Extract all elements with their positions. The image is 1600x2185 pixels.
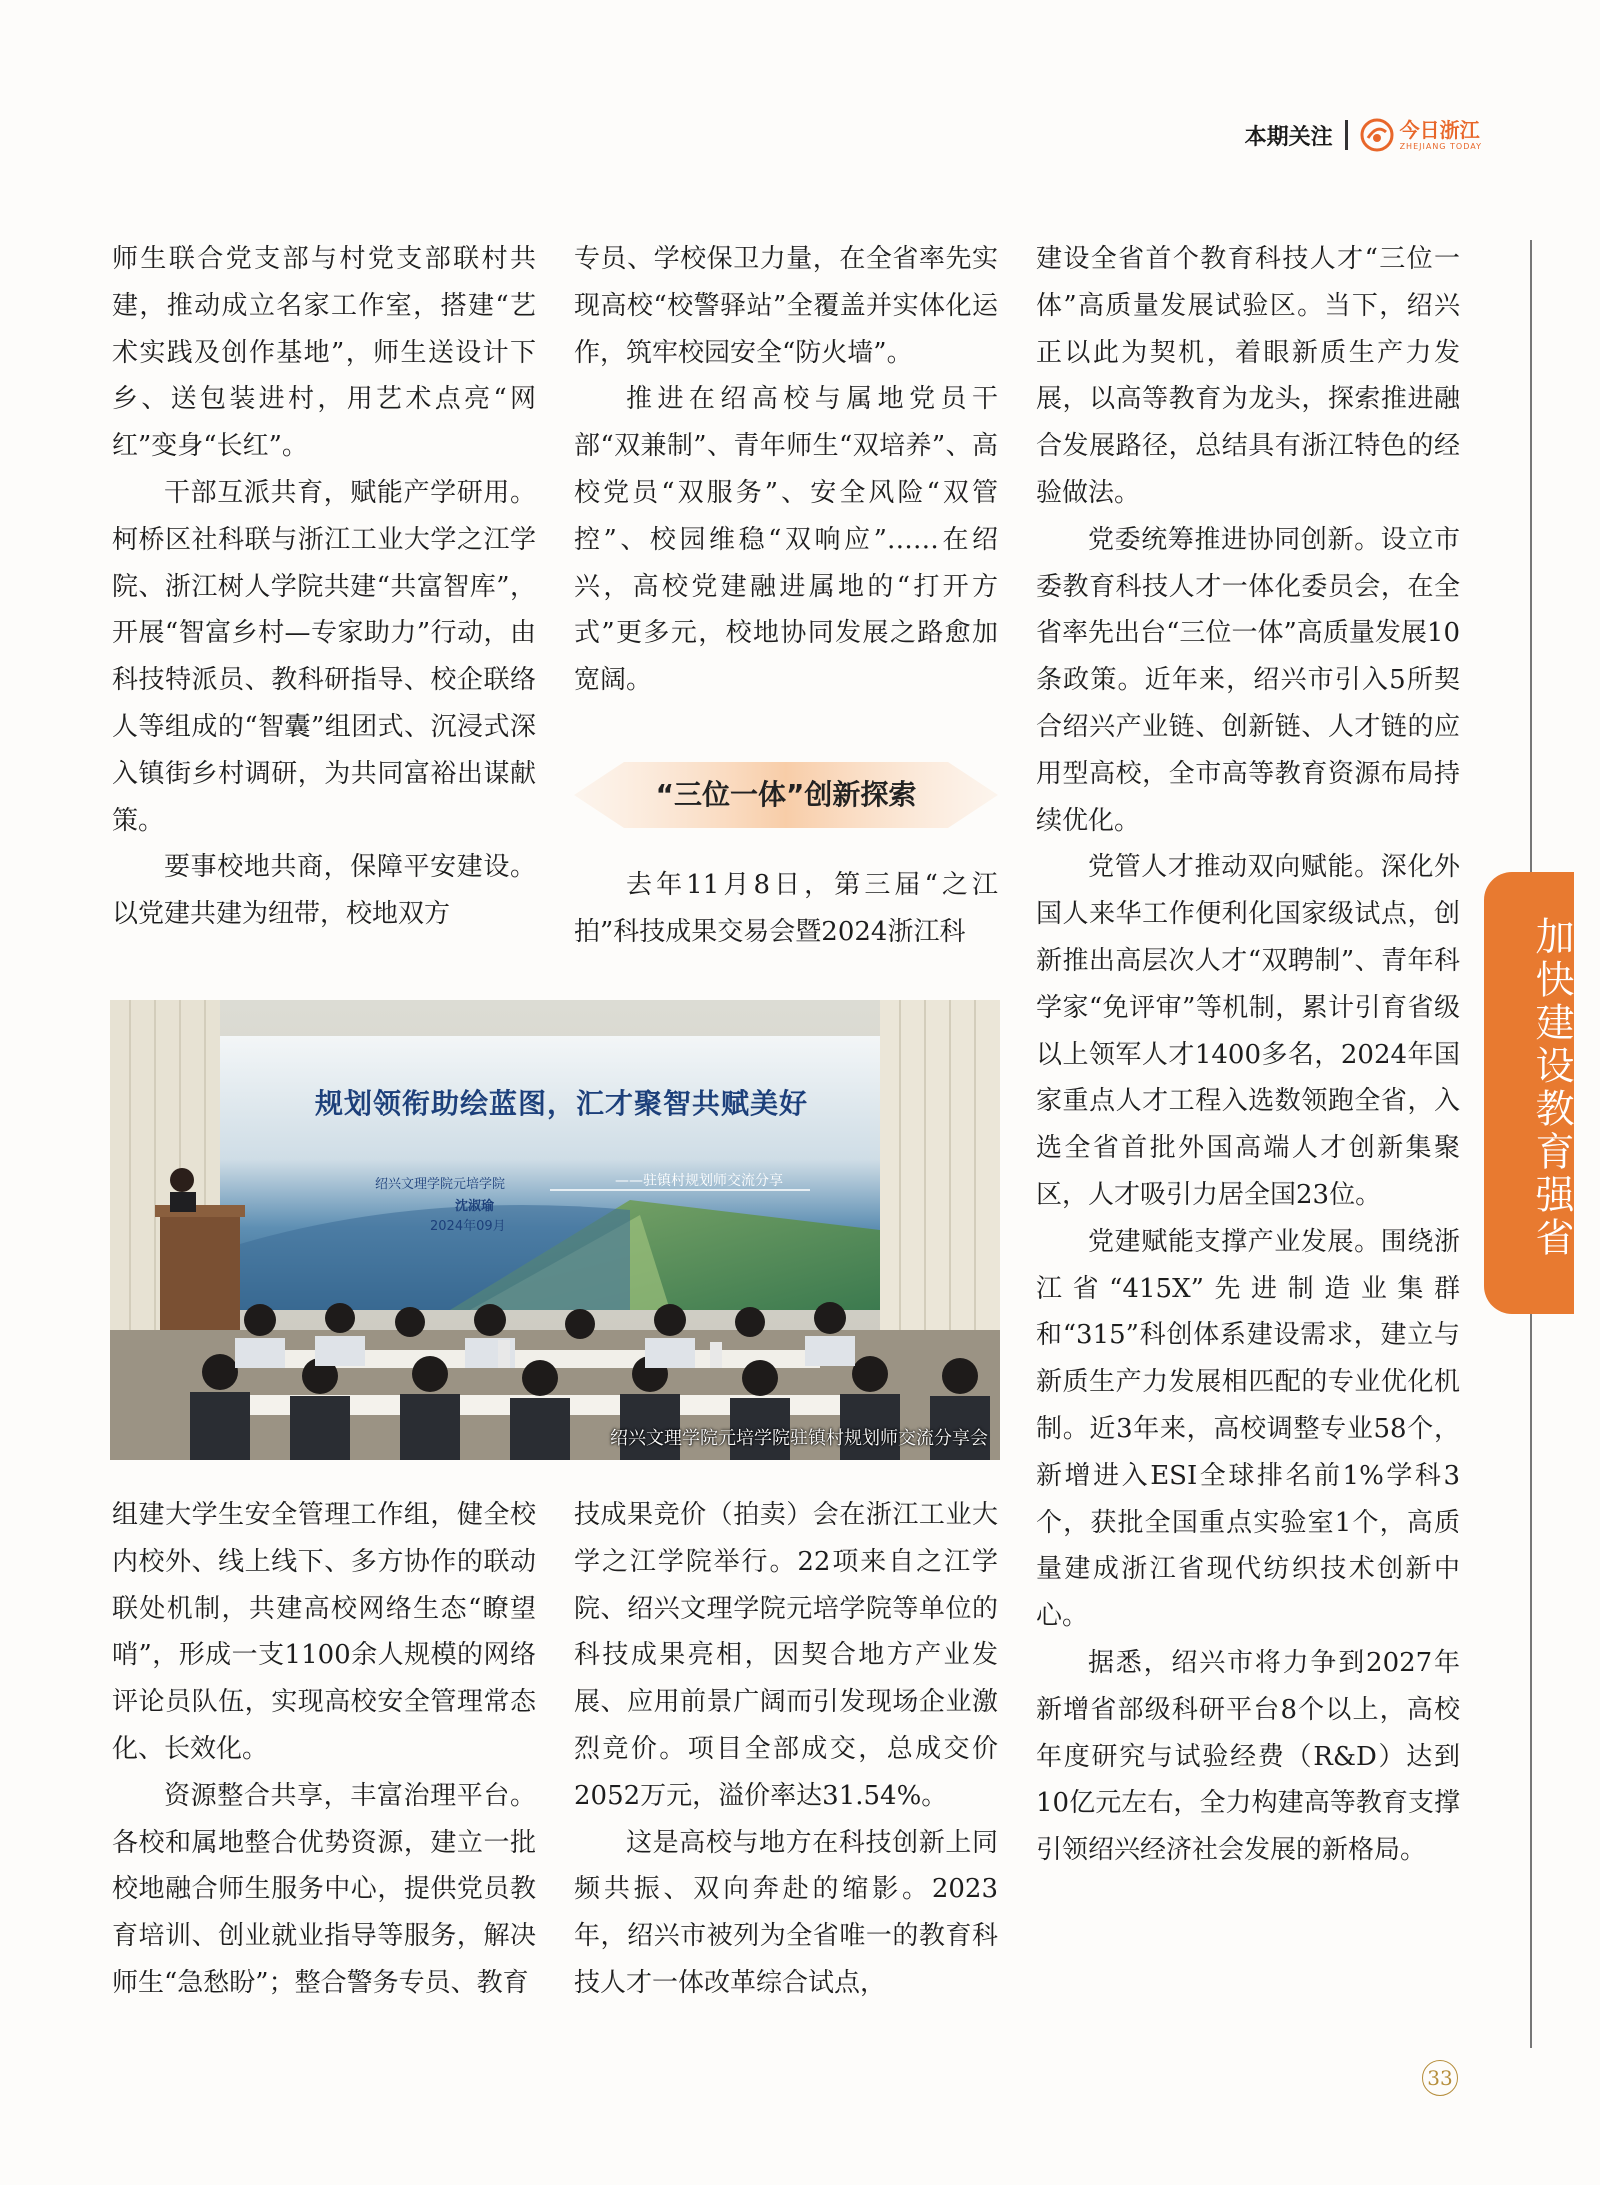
side-tab-text: 加快建设教育强省 xyxy=(1529,916,1574,1260)
photo-illustration xyxy=(110,1000,1000,1460)
slide-date: 2024年09月 xyxy=(430,1219,506,1234)
page-number: 33 xyxy=(1422,2060,1458,2096)
column-side-tab xyxy=(1484,872,1574,1314)
column-3 xyxy=(1036,236,1460,1874)
logo-mark-icon xyxy=(1360,118,1394,152)
page-header xyxy=(1245,118,1482,152)
paragraph: 据悉，绍兴市将力争到2027年新增省部级科研平台8个以上，高校年度研究与试验经费（R&D）达到10亿元左右，全力构建高等教育支撑引领绍兴经济社会发展的新格局。 xyxy=(1036,1647,1460,1866)
paragraph: 干部互派共育，赋能产学研用。柯桥区社科联与浙江工业大学之江学院、浙江树人学院共建“共富智库”，开展“智富乡村—专家助力”行动，由科技特派员、教科研指导、校企联络人等组成的“智囊”组团式、沉浸式深入镇街乡村调研，为共同富裕出谋献策。 xyxy=(112,477,536,836)
paragraph: 建设全省首个教育科技人才“三位一体”高质量发展试验区。当下，绍兴正以此为契机，着眼新质生产力发展，以高等教育为龙头，探索推进融合发展路径，总结具有浙江特色的经验做法。 xyxy=(1036,244,1460,508)
paragraph: 推进在绍高校与属地党员干部“双兼制”、青年师生“双培养”、高校党员“双服务”、安全风险“双管控”、校园维稳“双响应”……在绍兴，高校党建融进属地的“打开方式”更多元，校地协同发展之路愈加宽阔。 xyxy=(574,384,998,696)
paragraph: 党管人才推动双向赋能。深化外国人来华工作便利化国家级试点，创新推出高层次人才“双聘制”、青年科学家“免评审”等机制，累计引育省级以上领军人才1400多名，2024年国家重点人才工程入选数领跑全省，入选全省首批外国高端人才创新集聚区，人才吸引力居全国23位。 xyxy=(1036,852,1460,1210)
section-label: 本期关注 xyxy=(1244,124,1333,150)
paragraph: 资源整合共享，丰富治理平台。各校和属地整合优势资源，建立一批校地融合师生服务中心，提供党员教育培训、创业就业指导等服务，解决师生“急愁盼”；整合警务专员、教育 xyxy=(112,1780,536,1998)
logo-text-en: ZHEJIANG TODAY xyxy=(1399,141,1482,151)
column-2-bottom xyxy=(574,1492,998,2007)
slide-speaker: 沈淑瑜 xyxy=(455,1199,495,1214)
section-subheading xyxy=(574,762,998,828)
paragraph: 党建赋能支撑产业发展。围绕浙江省“415X”先进制造业集群和“315”科创体系建设需求，建立与新质生产力发展相匹配的专业优化机制。近3年来，高校调整专业58个，新增进入ESI全球排名前1%学科3个，获批全国重点实验室1个，高质量建成浙江省现代纺织技术创新中心。 xyxy=(1036,1226,1460,1632)
column-2-mid xyxy=(574,862,998,956)
logo-text-cn: 今日浙江 xyxy=(1399,117,1480,142)
column-2-top xyxy=(574,236,998,704)
column-1-bottom xyxy=(112,1492,536,2007)
paragraph: 组建大学生安全管理工作组，健全校内校外、线上线下、多方协作的联动联处机制，共建高校网络生态“瞭望哨”，形成一支1100余人规模的网络评论员队伍，实现高校安全管理常态化、长效化。 xyxy=(112,1500,536,1764)
slide-subtitle: ——驻镇村规划师交流分享 xyxy=(615,1173,783,1189)
header-divider xyxy=(1345,120,1348,150)
paragraph: 这是高校与地方在科技创新上同频共振、双向奔赴的缩影。2023年，绍兴市被列为全省唯一的教育科技人才一体改革综合试点， xyxy=(574,1827,998,1998)
paragraph: 技成果竞价（拍卖）会在浙江工业大学之江学院举行。22项来自之江学院、绍兴文理学院元培学院等单位的科技成果亮相，因契合地方产业发展、应用前景广阔而引发现场企业激烈竞价。项目全部成交，总成交价2052万元，溢价率达31.54%。 xyxy=(574,1500,998,1811)
column-1-top xyxy=(112,236,536,938)
slide-institution: 绍兴文理学院元培学院 xyxy=(375,1177,506,1192)
subheading-text: “三位一体”创新探索 xyxy=(655,778,917,811)
paragraph: 党委统筹推进协同创新。设立市委教育科技人才一体化委员会，在全省率先出台“三位一体”高质量发展10条政策。近年来，绍兴市引入5所契合绍兴产业链、创新链、人才链的应用型高校，全市高等教育资源布局持续优化。 xyxy=(1036,524,1460,836)
paragraph: 专员、学校保卫力量，在全省率先实现高校“校警驿站”全覆盖并实体化运作，筑牢校园安全“防火墙”。 xyxy=(574,244,998,368)
publication-logo xyxy=(1360,118,1482,152)
event-photo xyxy=(110,1000,1000,1460)
paragraph: 要事校地共商，保障平安建设。以党建共建为纽带，校地双方 xyxy=(112,852,536,930)
paragraph: 师生联合党支部与村党支部联村共建，推动成立名家工作室，搭建“艺术实践及创作基地”，师生送设计下乡、送包装进村，用艺术点亮“网红”变身“长红”。 xyxy=(112,244,536,462)
paragraph: 去年11月8日，第三届“之江拍”科技成果交易会暨2024浙江科 xyxy=(574,870,998,947)
photo-caption: 绍兴文理学院元培学院驻镇村规划师交流分享会 xyxy=(610,1428,988,1449)
slide-title: 规划领衔助绘蓝图，汇才聚智共赋美好 xyxy=(315,1087,809,1120)
